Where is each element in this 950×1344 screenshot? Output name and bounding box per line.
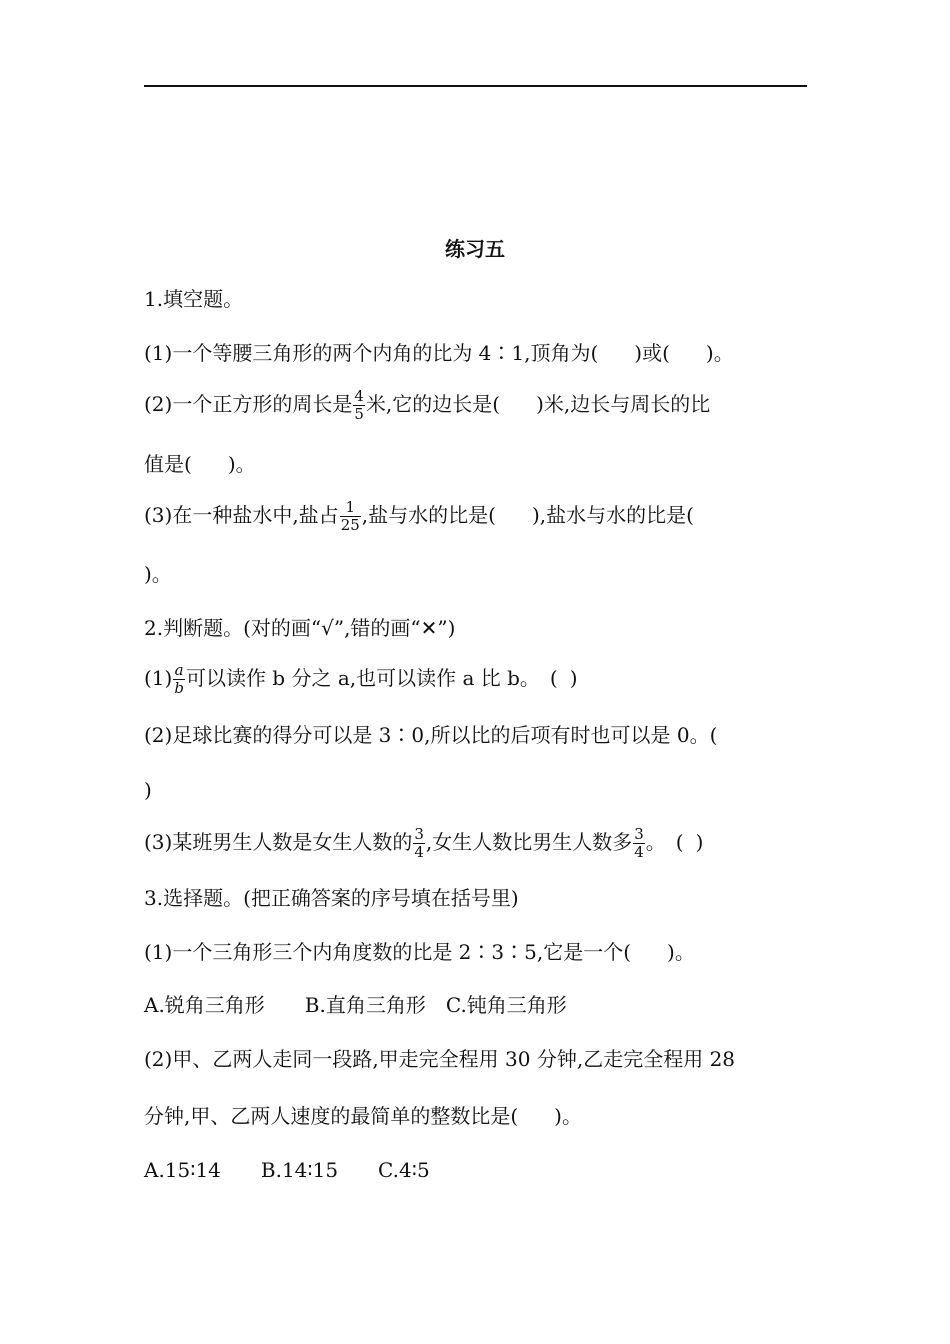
fraction-1-25: $\frac{1}{25}$: [340, 498, 360, 534]
s3-question-1-options: A.锐角三角形 B.直角三角形 C.钝角三角形: [144, 993, 567, 1017]
page-title: 练习五: [445, 237, 505, 261]
s3-question-1: (1)一个三角形三个内角度数的比是 2∶3∶5,它是一个( )。: [144, 940, 695, 964]
s3-question-2-cont: 分钟,甲、乙两人速度的最简单的整数比是( )。: [144, 1104, 582, 1128]
s3-question-2: (2)甲、乙两人走同一段路,甲走完全程用 30 分钟,乙走完全程用 28: [144, 1047, 736, 1071]
section2-heading: 2.判断题。(对的画“√”,错的画“✕”): [144, 616, 456, 640]
s1-question-2-cont: 值是( )。: [144, 452, 256, 476]
fraction-4-5: $\frac{4}{5}$: [354, 387, 364, 423]
s3-question-2-options: A.15∶14 B.14∶15 C.4∶5: [144, 1158, 430, 1182]
s2-question-1: (1) $\frac{a}{b}$ 可以读作 b 分之 a,也可以读作 a 比 b。 ( ): [144, 661, 578, 697]
s1-question-3: (3)在一种盐水中,盐占 $\frac{1}{25}$ ,盐与水的比是( ),盐水与水的比是(: [144, 498, 694, 534]
section1-heading: 1.填空题。: [144, 287, 244, 311]
section3-heading: 3.选择题。(把正确答案的序号填在括号里): [144, 886, 519, 910]
fraction-3-4-second: $\frac{3}{4}$: [634, 825, 644, 861]
s2-question-2-cont: ): [144, 778, 152, 802]
s2-question-2: (2)足球比赛的得分可以是 3∶0,所以比的后项有时也可以是 0。(: [144, 723, 718, 747]
s1-question-3-cont: )。: [144, 562, 172, 586]
header-rule: [144, 85, 807, 87]
fraction-3-4: $\frac{3}{4}$: [414, 825, 424, 861]
fraction-a-b: $\frac{a}{b}$: [174, 661, 184, 697]
s1-question-1: (1)一个等腰三角形的两个内角的比为 4∶1,顶角为( )或( )。: [144, 341, 734, 365]
s2-question-3: (3)某班男生人数是女生人数的 $\frac{3}{4}$ ,女生人数比男生人数多 $\frac{3}{4}$ 。 ( ): [144, 825, 704, 861]
s1-question-2: (2)一个正方形的周长是 $\frac{4}{5}$ 米,它的边长是( )米,边长与周长的比: [144, 387, 711, 423]
